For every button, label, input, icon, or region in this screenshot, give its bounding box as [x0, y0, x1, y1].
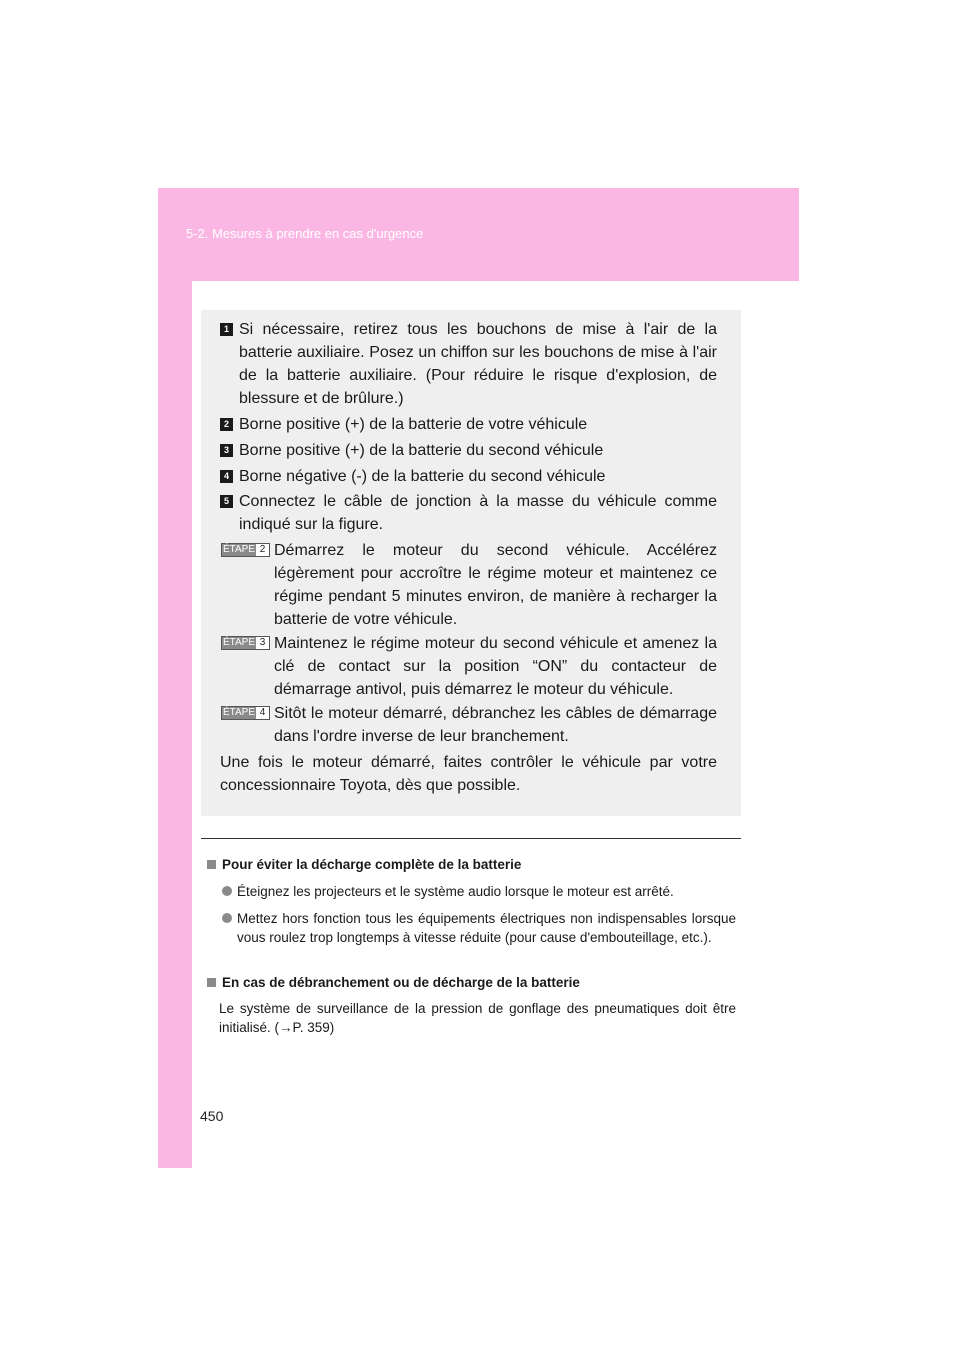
section-header — [158, 188, 799, 281]
step-label: ÉTAPE — [222, 637, 256, 648]
item-text: Borne négative (-) de la batterie du second véhicule — [239, 468, 606, 485]
closing-text: Une fois le moteur démarré, faites contrôler le véhicule par votre concessionnaire Toyota, dès que possible. — [220, 754, 717, 794]
item-text: Connectez le câble de jonction à la masse du véhicule comme indiqué sur la figure. — [239, 493, 717, 533]
circle-bullet-icon — [222, 886, 232, 896]
bullet-text: Mettez hors fonction tous les équipements électriques non indispensables lorsque vous roulez trop longtemps à vitesse réduite (pour cause d'embouteillage, etc.). — [237, 911, 736, 945]
number-badge: 2 — [220, 418, 233, 431]
square-bullet-icon — [207, 978, 216, 987]
item-text: Si nécessaire, retirez tous les bouchons de mise à l'air de la batterie auxiliaire. Posez un chiffon sur les bouchons de mise à l'air de la batterie auxiliaire. (Pour réduire le risque d'explosion, de blessure et de brûlure.) — [239, 321, 717, 407]
step-label: ÉTAPE — [222, 544, 256, 555]
step-text: Maintenez le régime moteur du second véhicule et amenez la clé de contact sur la position “ON” du contacteur de démarrage antivol, puis démarrez le moteur du véhicule. — [274, 635, 717, 698]
number-badge: 5 — [220, 495, 233, 508]
square-bullet-icon — [207, 860, 216, 869]
note-title — [207, 975, 580, 990]
section-title: 5-2. Mesures à prendre en cas d'urgence — [186, 226, 424, 241]
divider — [201, 838, 741, 839]
number-badge: 4 — [220, 470, 233, 483]
note-title-text: Pour éviter la décharge complète de la batterie — [222, 857, 522, 872]
note-title — [207, 857, 521, 872]
step-badge — [221, 636, 270, 650]
side-tab — [158, 281, 192, 1168]
item-text: Borne positive (+) de la batterie du second véhicule — [239, 442, 604, 459]
page-number: 450 — [200, 1108, 224, 1124]
step-text: Démarrez le moteur du second véhicule. Accélérez légèrement pour accroître le régime moteur et maintenez ce régime pendant 5 minutes environ, de manière à recharger la batterie de votre véhicule. — [274, 542, 717, 628]
procedure-box — [201, 310, 741, 816]
note-title-text: En cas de débranchement ou de décharge de la batterie — [222, 975, 580, 990]
step-label: ÉTAPE — [222, 707, 256, 718]
step-number: 4 — [256, 707, 269, 719]
step-badge — [221, 543, 270, 557]
bullet-text: Éteignez les projecteurs et le système audio lorsque le moteur est arrêté. — [237, 884, 674, 899]
step-text: Sitôt le moteur démarré, débranchez les câbles de démarrage dans l'ordre inverse de leur branchement. — [274, 705, 717, 745]
circle-bullet-icon — [222, 913, 232, 923]
number-badge: 3 — [220, 444, 233, 457]
step-badge — [221, 706, 270, 720]
number-badge: 1 — [220, 323, 233, 336]
step-number: 2 — [256, 544, 269, 556]
item-text: Borne positive (+) de la batterie de votre véhicule — [239, 416, 588, 433]
note-body: Le système de surveillance de la pression de gonflage des pneumatiques doit être initialisé. (→P. 359) — [219, 1001, 736, 1035]
step-number: 3 — [256, 637, 269, 649]
